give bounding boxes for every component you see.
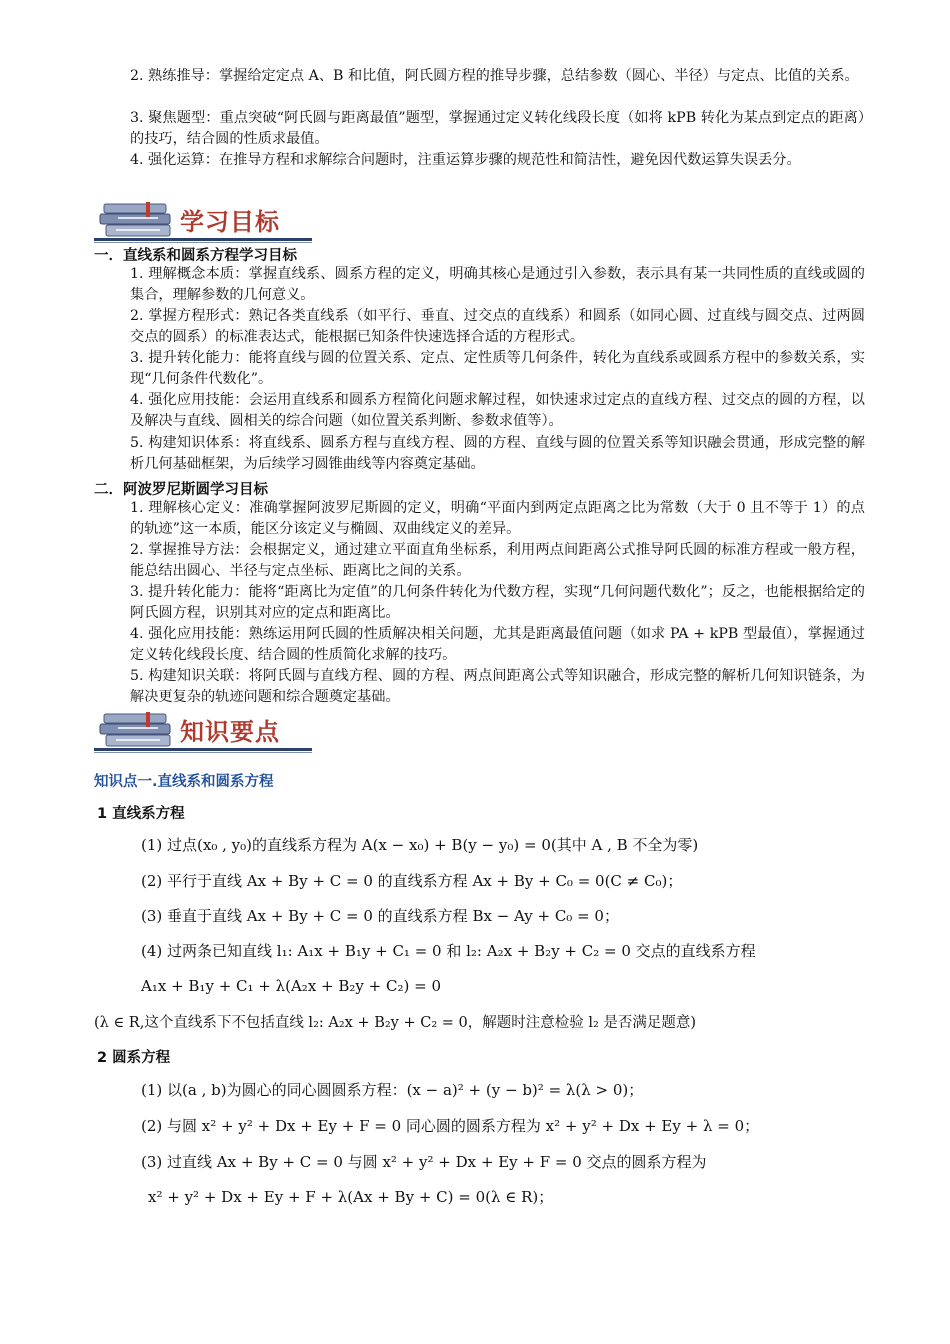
formula-line: (2) 与圆 x² + y² + Dx + Ey + F = 0 同心圆的圆系方程为 x² + y² + Dx + Ey + λ = 0；	[141, 1117, 760, 1135]
books-icon	[98, 202, 178, 240]
formula-line: (3) 垂直于直线 Ax + By + C = 0 的直线系方程 Bx − Ay + C₀ = 0；	[141, 907, 619, 925]
formula-line: (2) 平行于直线 Ax + By + C = 0 的直线系方程 Ax + By + C₀ = 0(C ≠ C₀)；	[141, 872, 683, 890]
section-banner-knowledge-points	[94, 706, 314, 756]
banner-underline	[94, 748, 312, 751]
banner-underline-thin	[94, 242, 312, 243]
formula-line: (1) 过点(x₀ , y₀)的直线系方程为 A(x − x₀) + B(y − y₀) = 0(其中 A , B 不全为零)	[141, 836, 699, 854]
banner-underline-thin	[94, 752, 312, 753]
formula-line: A₁x + B₁y + C₁ + λ(A₂x + B₂y + C₂) = 0	[141, 977, 441, 995]
list-item: 5. 构建知识体系：将直线系、圆系方程与直线方程、圆的方程、直线与圆的位置关系等知识融会贯通，形成完整的解析几何基础框架，为后续学习圆锥曲线等内容奠定基础。	[130, 435, 865, 472]
formula-line: x² + y² + Dx + Ey + F + λ(Ax + By + C) = 0(λ ∈ R)；	[148, 1188, 554, 1206]
list-item: 4. 强化应用技能：熟练运用阿氏圆的性质解决相关问题，尤其是距离最值问题（如求 PA + kPB 型最值），掌握通过定义转化线段长度、结合圆的性质简化求解的技巧。	[130, 626, 865, 663]
list-item: 3. 提升转化能力：能将直线与圆的位置关系、定点、定性质等几何条件，转化为直线系或圆系方程中的参数关系，实现“几何条件代数化”。	[130, 350, 865, 387]
section-banner-learning-goals	[94, 196, 314, 246]
books-icon	[98, 712, 178, 750]
banner-title: 知识要点	[180, 718, 280, 746]
list-item: 1. 理解核心定义：准确掌握阿波罗尼斯圆的定义，明确“平面内到两定点距离之比为常数（大于 0 且不等于 1）的点的轨迹”这一本质，能区分该定义与椭圆、双曲线定义的差异。	[130, 500, 865, 537]
section-title: 二．阿波罗尼斯圆学习目标	[94, 482, 268, 498]
banner-title: 学习目标	[180, 208, 280, 236]
knowledge-point-title: 知识点一.直线系和圆系方程	[94, 774, 274, 790]
intro-item: 3. 聚焦题型：重点突破“阿氏圆与距离最值”题型，掌握通过定义转化线段长度（如将 kPB 转化为某点到定点的距离）的技巧，结合圆的性质求最值。	[130, 110, 865, 147]
intro-item: 4. 强化运算：在推导方程和求解综合问题时，注重运算步骤的规范性和简洁性，避免因代数运算失误丢分。	[130, 152, 801, 168]
list-item: 2. 掌握推导方法：会根据定义，通过建立平面直角坐标系，利用两点间距离公式推导阿氏圆的标准方程或一般方程，能总结出圆心、半径与定点坐标、距离比之间的关系。	[130, 542, 865, 579]
formula-line: (4) 过两条已知直线 l₁: A₁x + B₁y + C₁ = 0 和 l₂: A₂x + B₂y + C₂ = 0 交点的直线系方程	[141, 942, 756, 960]
list-item: 1. 理解概念本质：掌握直线系、圆系方程的定义，明确其核心是通过引入参数，表示具有某一共同性质的直线或圆的集合，理解参数的几何意义。	[130, 266, 865, 303]
list-item: 2. 掌握方程形式：熟记各类直线系（如平行、垂直、过交点的直线系）和圆系（如同心圆、过直线与圆交点、过两圆交点的圆系）的标准表达式，能根据已知条件快速选择合适的方程形式。	[130, 308, 865, 345]
section-title: 一．直线系和圆系方程学习目标	[94, 248, 297, 264]
intro-item: 2. 熟练推导：掌握给定定点 A、B 和比值，阿氏圆方程的推导步骤，总结参数（圆心、半径）与定点、比值的关系。	[130, 68, 859, 84]
subsection-title: 1 直线系方程	[97, 806, 185, 822]
formula-note: (λ ∈ R,这个直线系下不包括直线 l₂: A₂x + B₂y + C₂ = 0，解题时注意检验 l₂ 是否满足题意)	[94, 1015, 697, 1031]
list-item: 5. 构建知识关联：将阿氏圆与直线方程、圆的方程、两点间距离公式等知识融合，形成完整的解析几何知识链条，为解决更复杂的轨迹问题和综合题奠定基础。	[130, 668, 865, 705]
formula-line: (1) 以(a , b)为圆心的同心圆圆系方程：(x − a)² + (y − b)² = λ(λ > 0)；	[141, 1081, 644, 1099]
formula-line: (3) 过直线 Ax + By + C = 0 与圆 x² + y² + Dx + Ey + F = 0 交点的圆系方程为	[141, 1153, 707, 1171]
list-item: 3. 提升转化能力：能将“距离比为定值”的几何条件转化为代数方程，实现“几何问题代数化”；反之，也能根据给定的阿氏圆方程，识别其对应的定点和距离比。	[130, 584, 865, 621]
list-item: 4. 强化应用技能：会运用直线系和圆系方程简化问题求解过程，如快速求过定点的直线方程、过交点的圆的方程，以及解决与直线、圆相关的综合问题（如位置关系判断、参数求值等）。	[130, 392, 865, 429]
banner-underline	[94, 238, 312, 241]
subsection-title: 2 圆系方程	[97, 1050, 171, 1066]
